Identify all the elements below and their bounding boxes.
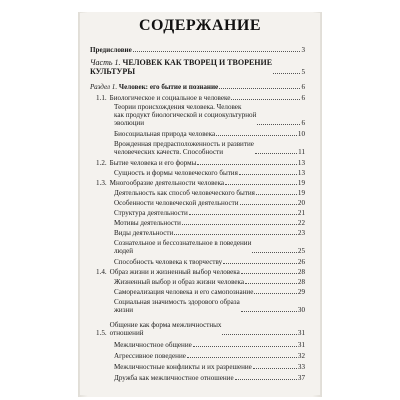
toc-page-number: 37 — [297, 374, 305, 382]
dot-leader — [225, 184, 297, 185]
dot-leader — [257, 124, 300, 125]
toc-entry-label-line3: эволюции — [114, 119, 145, 127]
toc-entry-text — [114, 298, 240, 314]
toc-page-number: 26 — [297, 258, 305, 266]
toc-entry-label: Бытие человека и его формы — [109, 159, 197, 167]
toc-entry-activity-way — [114, 189, 305, 197]
toc-entry-text — [114, 103, 256, 127]
toc-entry-1-4 — [96, 268, 305, 276]
toc-entry-section-1 — [90, 83, 305, 91]
toc-entry-label: ЧЕЛОВЕК КАК ТВОРЕЦ И ТВОРЕНИЕ — [122, 58, 273, 67]
toc-page-number: 10 — [297, 130, 305, 138]
dot-leader — [193, 346, 297, 347]
dot-leader — [235, 379, 297, 380]
dot-leader — [273, 73, 300, 74]
toc-entry-number: 1.2. — [96, 159, 107, 167]
toc-page-number: 11 — [298, 148, 305, 156]
toc-entry-activity-features — [114, 199, 305, 207]
dot-leader — [255, 153, 297, 154]
dot-leader — [245, 283, 297, 284]
toc-entry-label: Сущность и формы человеческого бытия — [114, 169, 238, 177]
toc-entry-text — [90, 83, 218, 91]
toc-entry-label: Дружба как межличностное отношение — [114, 374, 234, 382]
toc-entry-activity-motives — [114, 219, 305, 227]
dot-leader — [222, 334, 296, 335]
toc-entry-label: Социальная значимость здорового образа — [114, 298, 240, 306]
toc-entry-label: Агрессивное поведение — [114, 352, 186, 360]
toc-entry-label-line2: человеческих качеств. Способности — [114, 148, 224, 156]
toc-page-number: 28 — [297, 268, 305, 276]
dot-leader — [239, 174, 297, 175]
dot-leader — [133, 51, 301, 52]
toc-entry-label-line2: КУЛЬТУРЫ — [90, 67, 136, 76]
dot-leader — [241, 273, 297, 274]
toc-page-number: 6 — [301, 94, 305, 102]
toc-entry-label: Человек: его бытие и познание — [118, 83, 219, 91]
dot-leader — [189, 214, 297, 215]
toc-entry-friendship — [114, 374, 305, 382]
toc-entry-label: Межличностные конфликты и их разрешение — [114, 363, 252, 371]
toc-page-number: 3 — [301, 46, 305, 54]
toc-entry-label: Врожденная предрасположенность и развитие — [114, 140, 254, 148]
toc-entry-interpersonal — [114, 341, 305, 349]
toc-entry-activity-structure — [114, 209, 305, 217]
toc-entry-conflicts — [114, 363, 305, 371]
toc-page-number: 32 — [297, 352, 305, 360]
toc-entry-life-choice — [114, 278, 305, 286]
toc-page-number: 13 — [297, 159, 305, 167]
toc-page-number: 20 — [297, 199, 305, 207]
dot-leader — [256, 194, 297, 195]
toc-page-number: 5 — [301, 68, 305, 76]
toc-entry-text — [114, 140, 254, 156]
toc-entry-label: Биосоциальная природа человека — [114, 130, 216, 138]
toc-entry-label-line2: отношений — [109, 329, 144, 337]
dot-leader — [254, 293, 297, 294]
dot-leader — [187, 357, 297, 358]
dot-leader — [197, 164, 296, 165]
toc-entry-biosocial — [114, 130, 305, 138]
toc-page-number: 29 — [297, 288, 305, 296]
toc-page-number: 6 — [301, 119, 305, 127]
toc-entry-label: Мотивы деятельности — [114, 219, 181, 227]
toc-entry-label-line2: людей — [114, 247, 134, 255]
toc-page-number: 33 — [297, 363, 305, 371]
toc-entry-number: 1.4. — [96, 268, 107, 276]
dot-leader — [240, 204, 297, 205]
toc-entry-1-2 — [96, 159, 305, 167]
toc-entry-label: Общение как форма межличностных — [109, 321, 222, 329]
toc-entry-label: Биологическое и социальное в человеке — [109, 94, 231, 102]
toc-entry-conscious — [114, 239, 305, 255]
toc-page-number: 23 — [297, 229, 305, 237]
toc-entry-number: 1.3. — [96, 179, 107, 187]
toc-page-number: 13 — [297, 169, 305, 177]
toc-entry-1-5 — [96, 321, 305, 337]
toc-entry-text — [114, 239, 251, 255]
toc-page-number: 31 — [297, 341, 305, 349]
toc-entry-label: Виды деятельности — [114, 229, 174, 237]
toc-entry-label: Предисловие — [90, 46, 132, 54]
dot-leader — [174, 234, 297, 235]
toc-entry-number: 1.5. — [96, 329, 107, 337]
toc-page-number: 30 — [297, 306, 305, 314]
toc-entry-aggressive — [114, 352, 305, 360]
toc-entry-number: Часть 1. — [90, 58, 121, 67]
toc-entry-label: Особенности человеческой деятельности — [114, 199, 239, 207]
toc-entry-label: Деятельность как способ человеческого бытия — [114, 189, 255, 197]
toc-page-number: 19 — [297, 179, 305, 187]
toc-entry-part-1 — [90, 58, 305, 76]
toc-entry-label: Образ жизни и жизненный выбор человека — [109, 268, 240, 276]
dot-leader — [252, 252, 297, 253]
toc-entry-innate — [114, 140, 305, 156]
toc-page-number: 22 — [297, 219, 305, 227]
toc-entry-label: Жизненный выбор и образ жизни человека — [114, 278, 245, 286]
toc-entry-label: Самореализация человека и его самопознание — [114, 288, 254, 296]
dot-leader — [216, 135, 297, 136]
toc-page-number: 31 — [297, 329, 305, 337]
page-title: СОДЕРЖАНИЕ — [138, 17, 262, 34]
toc-entry-label-line2: жизни — [114, 306, 134, 314]
toc-entry-label-line2: как продукт биологической и социокультурной — [114, 111, 257, 119]
dot-leader — [241, 311, 297, 312]
dot-leader — [231, 99, 300, 100]
toc-entry-text — [110, 321, 222, 337]
dot-leader — [223, 263, 297, 264]
toc-entry-label: Способность человека к творчеству — [114, 258, 223, 266]
toc-entry-activity-types — [114, 229, 305, 237]
toc-entry-1-1 — [96, 94, 305, 102]
toc-entry-label: Теории происхождения человека. Человек — [114, 103, 242, 111]
dot-leader — [182, 224, 297, 225]
toc-entry-number: Раздел 1. — [90, 83, 118, 91]
book-page — [80, 13, 320, 395]
toc-page-number: 21 — [297, 209, 305, 217]
toc-entry-origin-theories — [114, 103, 305, 127]
toc-page-number: 19 — [297, 189, 305, 197]
toc-entry-creativity — [114, 258, 305, 266]
toc-entry-text — [90, 58, 272, 76]
toc-entry-label: Структура деятельности — [114, 209, 188, 217]
toc-entry-self-realization — [114, 288, 305, 296]
toc-page-number: 25 — [297, 247, 305, 255]
toc-entry-number: 1.1. — [96, 94, 107, 102]
toc-entry-healthy-lifestyle — [114, 298, 305, 314]
dot-leader — [219, 88, 300, 89]
toc-entry-preface — [90, 46, 305, 54]
toc-page-number: 6 — [301, 83, 305, 91]
dot-leader — [253, 368, 297, 369]
toc-entry-1-3 — [96, 179, 305, 187]
toc-entry-essence — [114, 169, 305, 177]
toc-entry-label: Сознательное и бессознательное в поведении — [114, 239, 252, 247]
toc-entry-label: Межличностное общение — [114, 341, 192, 349]
toc-entry-label: Многообразие деятельности человека — [109, 179, 225, 187]
toc-page-number: 28 — [297, 278, 305, 286]
